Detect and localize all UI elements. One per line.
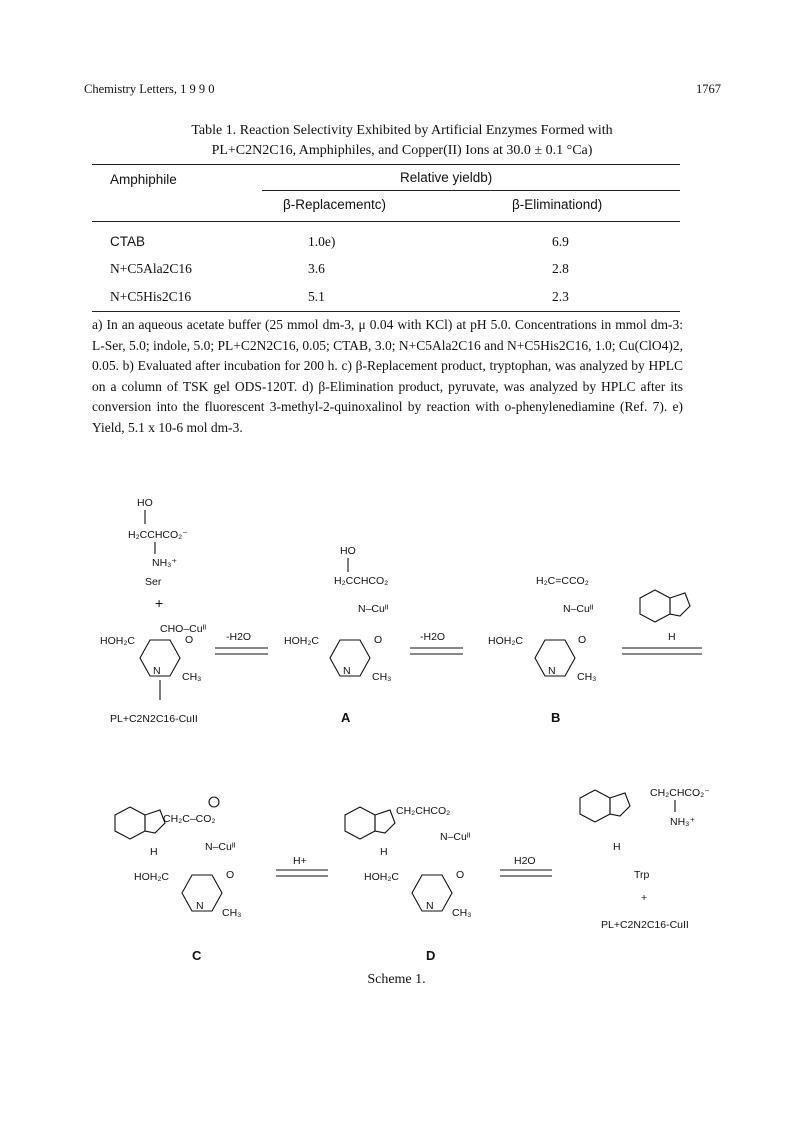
row-replacement: 1.0e) — [308, 234, 336, 249]
svg-text:CH₂CHCO₂⁻: CH₂CHCO₂⁻ — [650, 787, 710, 799]
table-header-rule — [92, 221, 680, 222]
svg-text:N: N — [196, 900, 204, 912]
table-bottom-rule — [92, 311, 680, 312]
pl-reagent-label: PL+C2N2C16-CuII — [110, 713, 198, 725]
table-caption-line1: Table 1. Reaction Selectivity Exhibited by Artificial Enzymes Formed with — [191, 123, 613, 138]
intermediate-D — [345, 805, 471, 963]
table-top-rule — [92, 164, 680, 165]
intermediate-A — [284, 545, 391, 725]
svg-text:HOH₂C: HOH₂C — [364, 871, 399, 883]
ser-label: Ser — [145, 576, 162, 588]
table-footnotes: a) In an aqueous acetate buffer (25 mmol dm-3, μ 0.04 with KCl) at pH 5.0. Concentrations in mmol dm-3: L-Ser, 5.0; indole, 5.0; PL+C2N2C16, 0.05; CTAB, 3.0; N+C5Ala2C16 and N+C5His2C16, 1.0; Cu(ClO4)2, 0.05. b) Evaluated after incubation for 200 h. c) β-Replacement product, tryptophan, was analyzed by HPLC on a column of TSK gel ODS-120T. d) β-Elimination product, pyruvate, was analyzed by HPLC after its conversion into the fluorescent 3-methyl-2-quinoxalinol by reaction with o-phenylenediamine (Ref. 7). e) Yield, 5.1 x 10-6 mol dm-3. — [92, 317, 683, 435]
svg-text:CH₂C–CO₂: CH₂C–CO₂ — [163, 813, 216, 825]
label-A: A — [341, 710, 351, 725]
page-number: 1767 — [696, 82, 721, 96]
svg-text:CH₃: CH₃ — [222, 907, 242, 919]
indole-reagent — [640, 590, 690, 643]
svg-text:NH₃⁺: NH₃⁺ — [670, 816, 695, 828]
header-replacement: β-Replacementc) — [283, 197, 387, 212]
svg-text:H₂C=CCO₂: H₂C=CCO₂ — [536, 575, 589, 587]
label-D: D — [426, 948, 436, 963]
table-mid-rule — [262, 190, 680, 191]
row-elimination: 6.9 — [552, 234, 569, 249]
product-plus: + — [641, 892, 648, 904]
scheme-caption: Scheme 1. — [367, 972, 426, 987]
svg-text:CH₃: CH₃ — [577, 671, 597, 683]
svg-text:CHO–Cuᴵᴵ: CHO–Cuᴵᴵ — [160, 623, 207, 635]
intermediate-B — [488, 575, 596, 725]
header-amphiphile: Amphiphile — [110, 172, 177, 187]
svg-text:O: O — [456, 869, 465, 881]
row-elimination: 2.8 — [552, 261, 569, 276]
row-name: CTAB — [110, 234, 146, 249]
pyridoxal-complex — [100, 623, 206, 725]
trp-label: Trp — [634, 869, 650, 881]
svg-text:HOH₂C: HOH₂C — [100, 635, 135, 647]
header-relative-yield: Relative yieldb) — [400, 170, 493, 185]
svg-text:O: O — [185, 634, 194, 646]
svg-text:HOH₂C: HOH₂C — [488, 635, 523, 647]
svg-text:N: N — [426, 900, 434, 912]
svg-text:H: H — [150, 846, 158, 858]
svg-text:N: N — [153, 665, 161, 677]
svg-text:CH₃: CH₃ — [182, 671, 202, 683]
svg-text:N: N — [343, 665, 351, 677]
header-elimination: β-Eliminationd) — [512, 197, 603, 212]
journal-header: Chemistry Letters, 1 9 9 0 — [84, 82, 215, 96]
svg-text:HO: HO — [137, 497, 153, 509]
arrow4-label: H+ — [293, 855, 307, 867]
svg-text:N: N — [548, 665, 556, 677]
svg-text:CH₃: CH₃ — [452, 907, 472, 919]
table-caption — [92, 121, 712, 161]
svg-text:H₂CCHCO₂⁻: H₂CCHCO₂⁻ — [128, 529, 188, 541]
tryptophan-product — [580, 787, 710, 931]
pl-product-label: PL+C2N2C16-CuII — [601, 919, 689, 931]
svg-text:H: H — [380, 846, 388, 858]
label-B: B — [551, 710, 561, 725]
row-name: N+C5Ala2C16 — [110, 261, 192, 276]
svg-text:O: O — [374, 634, 383, 646]
arrow2-label: -H2O — [420, 631, 446, 643]
row-elimination: 2.3 — [552, 289, 569, 304]
plus-sign: + — [155, 595, 164, 611]
svg-text:O: O — [578, 634, 587, 646]
svg-text:N–Cuᴵᴵ: N–Cuᴵᴵ — [440, 831, 471, 843]
row-replacement: 5.1 — [308, 289, 325, 304]
svg-text:CH₂CHCO₂: CH₂CHCO₂ — [396, 805, 451, 817]
reaction-scheme — [0, 480, 793, 970]
arrow5-label: H2O — [514, 855, 536, 867]
intermediate-C — [115, 797, 241, 963]
table-caption-line2: PL+C2N2C16, Amphiphiles, and Copper(II) Ions at 30.0 ± 0.1 °Ca) — [211, 143, 593, 158]
svg-text:HOH₂C: HOH₂C — [134, 871, 169, 883]
row-replacement: 3.6 — [308, 261, 325, 276]
svg-text:H: H — [668, 631, 676, 643]
svg-text:N–Cuᴵᴵ: N–Cuᴵᴵ — [205, 841, 236, 853]
svg-text:HO: HO — [340, 545, 356, 557]
svg-text:N–Cuᴵᴵ: N–Cuᴵᴵ — [358, 603, 389, 615]
svg-text:N–Cuᴵᴵ: N–Cuᴵᴵ — [563, 603, 594, 615]
serine-structure — [128, 497, 188, 611]
svg-text:O: O — [226, 869, 235, 881]
svg-text:HOH₂C: HOH₂C — [284, 635, 319, 647]
svg-text:CH₃: CH₃ — [372, 671, 392, 683]
row-name: N+C5His2C16 — [110, 289, 192, 304]
svg-text:NH₃⁺: NH₃⁺ — [152, 557, 177, 569]
svg-text:H₂CCHCO₂: H₂CCHCO₂ — [334, 575, 389, 587]
label-C: C — [192, 948, 202, 963]
arrow1-label: -H2O — [226, 631, 252, 643]
svg-text:H: H — [613, 841, 621, 853]
